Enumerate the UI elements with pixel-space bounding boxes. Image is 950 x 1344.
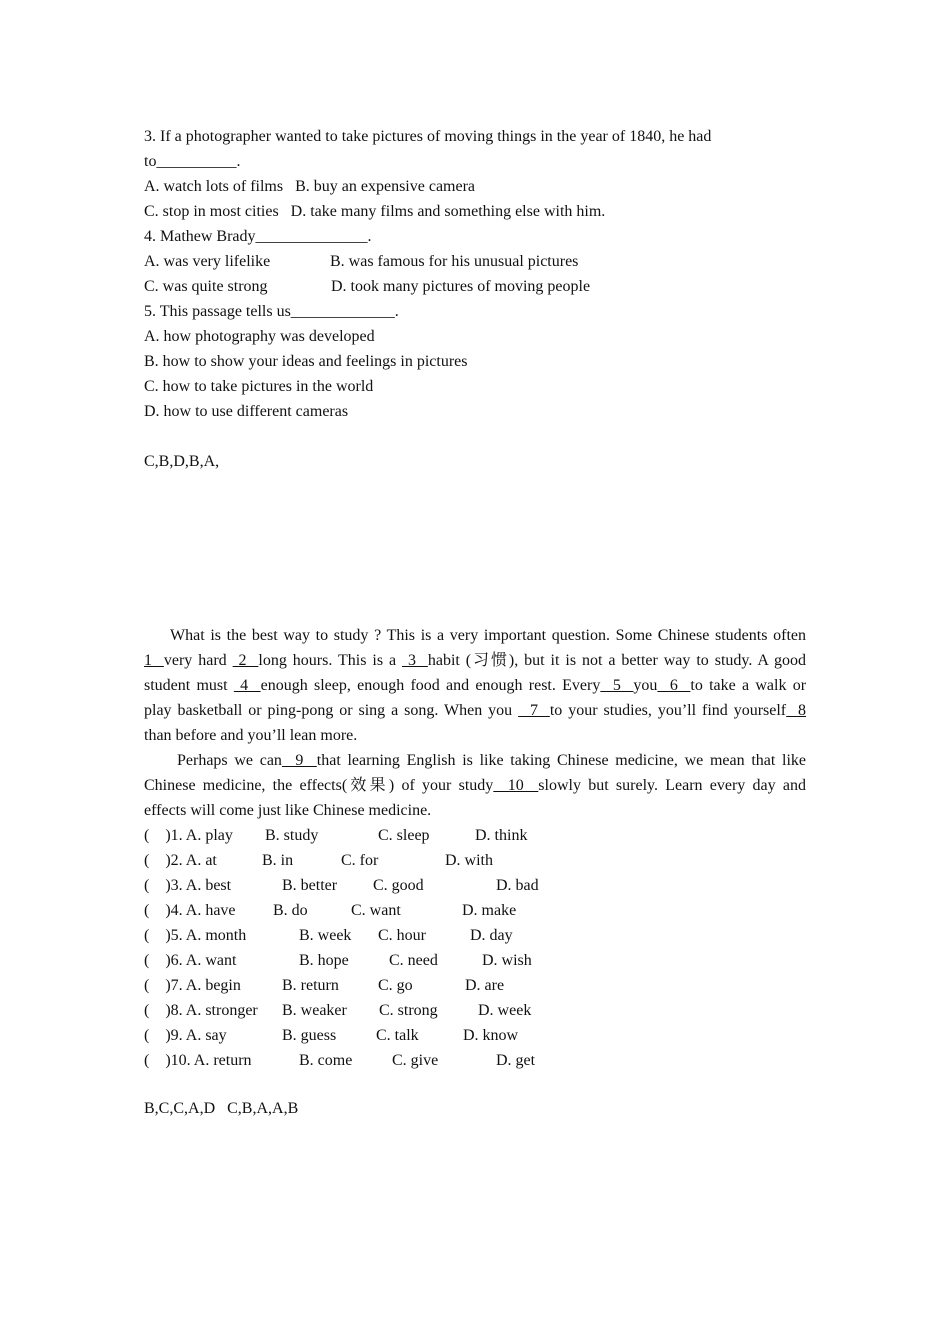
q3-stem-line1: 3. If a photographer wanted to take pictures of moving things in the year of 1840, he had	[144, 128, 712, 145]
option-d: D. with	[445, 852, 493, 869]
part1-answers: C,B,D,B,A,	[144, 453, 220, 470]
q5-option-a: A. how photography was developed	[144, 328, 375, 345]
passage-text: Chinese medicine, the effects(效果) of your study	[144, 777, 494, 794]
option-b: B. come	[299, 1052, 353, 1069]
passage-text: very hard	[163, 652, 233, 669]
option-b: B. return	[282, 977, 339, 994]
option-b: B. weaker	[282, 1002, 347, 1019]
option-b: B. in	[262, 852, 294, 869]
option-c: C. give	[392, 1052, 439, 1069]
blank-5: 5	[600, 677, 634, 694]
option-c: C. strong	[379, 1002, 438, 1019]
option-b: B. do	[273, 902, 308, 919]
q4-option-b: B. was famous for his unusual pictures	[330, 253, 579, 270]
option-d: D. think	[475, 827, 528, 844]
option-a: ( )1. A. play	[144, 827, 233, 844]
q5-option-d: D. how to use different cameras	[144, 403, 349, 420]
option-c: C. for	[341, 852, 379, 869]
passage-p1-line2	[144, 648, 806, 673]
option-b: B. better	[282, 877, 338, 894]
q4-options-row1	[144, 249, 579, 274]
option-c: C. want	[351, 902, 401, 919]
passage-p1-line1	[170, 623, 806, 648]
blank-1: 1	[144, 652, 164, 669]
passage-text: What is the best way to study ? This is a very important question. Some Chinese students often	[170, 627, 806, 644]
blank-7: 7	[518, 702, 550, 719]
option-c: C. need	[389, 952, 438, 969]
option-d: D. get	[496, 1052, 536, 1069]
option-a: ( )9. A. say	[144, 1027, 227, 1044]
option-c: C. hour	[378, 927, 426, 944]
passage-text: student must	[144, 677, 234, 694]
passage-p1-line3	[144, 673, 806, 698]
blank-4: 4	[233, 677, 261, 694]
q3-options-line2: C. stop in most cities D. take many films and something else with him.	[144, 203, 606, 220]
q3-options-line1: A. watch lots of films B. buy an expensive camera	[144, 178, 476, 195]
blank-3: 3	[402, 652, 428, 669]
q3-stem-line2: to__________.	[144, 153, 241, 170]
option-a: ( )3. A. best	[144, 877, 232, 894]
blank-2: 2	[232, 652, 259, 669]
q4-stem: 4. Mathew Brady______________.	[144, 228, 372, 245]
passage-p2-line3: effects will come just like Chinese medicine.	[144, 802, 432, 819]
option-b: B. study	[265, 827, 319, 844]
q4-option-c: C. was quite strong	[144, 278, 268, 295]
q4-option-d: D. took many pictures of moving people	[331, 278, 591, 295]
q4-options-row2	[144, 274, 591, 299]
passage-p1-line5: than before and you’ll lean more.	[144, 727, 358, 744]
option-d: D. make	[462, 902, 517, 919]
passage-text: you	[633, 677, 658, 694]
option-a: ( )10. A. return	[144, 1052, 252, 1069]
q4-option-a: A. was very lifelike	[144, 253, 271, 270]
option-c: C. sleep	[378, 827, 430, 844]
passage-text: to your studies, you’ll find yourself	[549, 702, 787, 719]
blank-10: 10	[493, 777, 539, 794]
blank-8: 8	[786, 702, 807, 719]
passage-text: enough sleep, enough food and enough rest. Every	[260, 677, 601, 694]
passage-text: play basketball or ping-pong or sing a song. When you	[144, 702, 519, 719]
option-a: ( )8. A. stronger	[144, 1002, 258, 1019]
passage-text: slowly but surely. Learn every day and	[538, 777, 807, 794]
option-b: B. guess	[282, 1027, 337, 1044]
q5-option-b: B. how to show your ideas and feelings in pictures	[144, 353, 468, 370]
blank-6: 6	[657, 677, 691, 694]
blank-9: 9	[281, 752, 317, 769]
passage-text: Perhaps we can	[177, 752, 282, 769]
q5-stem: 5. This passage tells us_____________.	[144, 303, 399, 320]
option-d: D. are	[465, 977, 505, 994]
passage-p2-line1	[177, 748, 806, 773]
option-a: ( )5. A. month	[144, 927, 247, 944]
option-a: ( )4. A. have	[144, 902, 236, 919]
option-c: C. talk	[376, 1027, 419, 1044]
option-d: D. wish	[482, 952, 532, 969]
option-b: B. week	[299, 927, 352, 944]
passage-text: that learning English is like taking Chinese medicine, we mean that like	[316, 752, 807, 769]
passage-p1-line4	[144, 698, 806, 723]
option-a: ( )6. A. want	[144, 952, 237, 969]
part2-answers: B,C,C,A,D C,B,A,A,B	[144, 1100, 299, 1117]
option-b: B. hope	[299, 952, 349, 969]
passage-text: long hours. This is a	[258, 652, 403, 669]
option-c: C. go	[378, 977, 413, 994]
passage-text: habit (习惯), but it is not a better way to study. A good	[427, 652, 807, 669]
option-d: D. day	[470, 927, 513, 944]
passage-text: to take a walk or	[690, 677, 807, 694]
option-d: D. week	[478, 1002, 532, 1019]
option-a: ( )2. A. at	[144, 852, 217, 869]
option-d: D. know	[463, 1027, 519, 1044]
option-d: D. bad	[496, 877, 539, 894]
option-c: C. good	[373, 877, 424, 894]
passage-p2-line2	[144, 773, 806, 798]
option-a: ( )7. A. begin	[144, 977, 241, 994]
q5-option-c: C. how to take pictures in the world	[144, 378, 374, 395]
